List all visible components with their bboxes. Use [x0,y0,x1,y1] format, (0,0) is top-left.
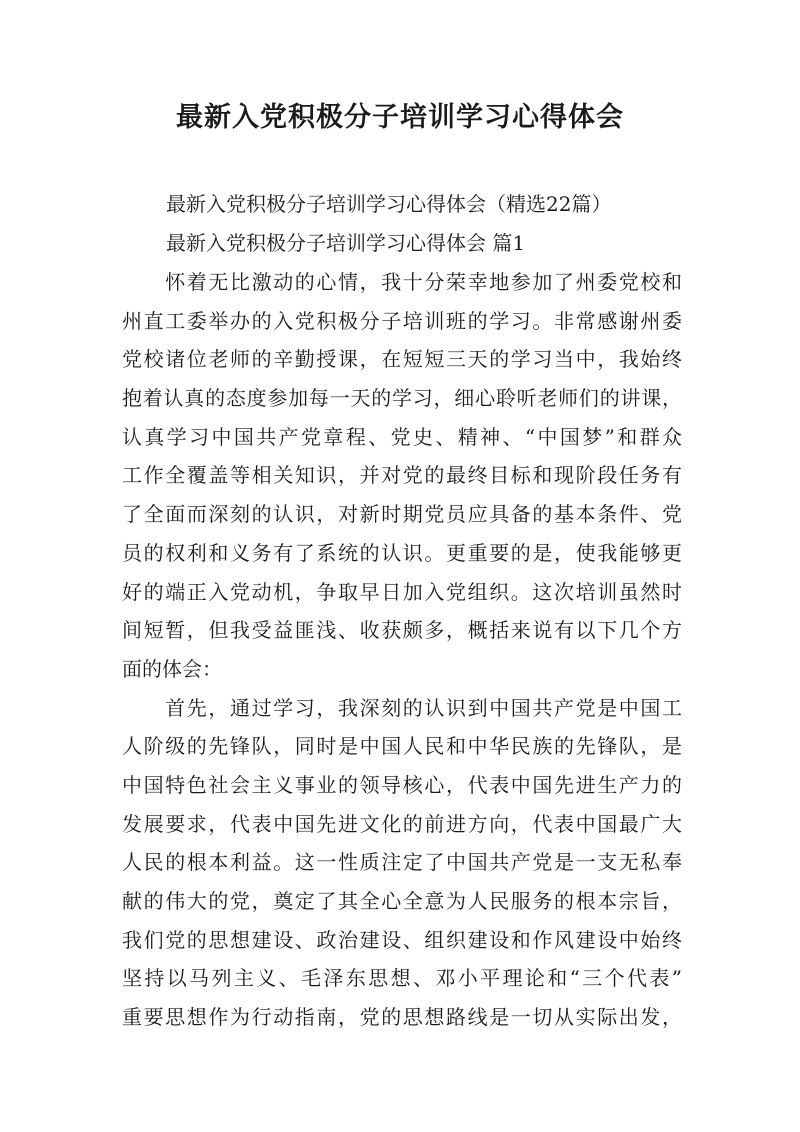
body-line: 人阶级的先锋队，同时是中国人民和中华民族的先锋队，是 [122,734,682,759]
body-line: 工作全覆盖等相关知识，并对党的最终目标和现阶段任务有 [122,463,682,488]
body-line: 发展要求，代表中国先进文化的前进方向，代表中国最广大 [122,811,682,836]
body-line: 面的体会： [122,656,222,681]
body-line: 了全面而深刻的认识，对新时期党员应具备的基本条件、党 [122,502,682,527]
body-line: 间短暂，但我受益匪浅、收获颇多，概括来说有以下几个方 [122,618,682,643]
body-line: 首先，通过学习，我深刻的认识到中国共产党是中国工 [122,695,682,720]
body-line: 认真学习中国共产党章程、党史、精神、“中国梦”和群众 [122,424,682,449]
body-line: 中国特色社会主义事业的领导核心，代表中国先进生产力的 [122,772,682,797]
body-line: 怀着无比激动的心情，我十分荣幸地参加了州委党校和 [122,270,682,294]
body-line: 员的权利和义务有了系统的认识。更重要的是，使我能够更 [122,540,682,565]
document-subtitle: 最新入党积极分子培训学习心得体会（精选22篇） [166,192,612,216]
body-line: 我们党的思想建设、政治建设、组织建设和作风建设中始终 [122,927,682,952]
body-line: 抱着认真的态度参加每一天的学习，细心聆听老师们的讲课， [122,386,682,411]
section-heading: 最新入党积极分子培训学习心得体会 篇1 [166,231,526,255]
body-line: 党校诸位老师的辛勤授课，在短短三天的学习当中，我始终 [122,347,682,372]
body-line: 人民的根本利益。这一性质注定了中国共产党是一支无私奉 [122,850,682,875]
body-line: 坚持以马列主义、毛泽东思想、邓小平理论和“三个代表” [122,966,682,991]
body-line: 州直工委举办的入党积极分子培训班的学习。非常感谢州委 [122,308,682,333]
body-text [122,263,682,1037]
document-title: 最新入党积极分子培训学习心得体会 [176,102,624,133]
body-line: 献的伟大的党，奠定了其全心全意为人民服务的根本宗旨， [122,889,682,913]
body-line: 好的端正入党动机，争取早日加入党组织。这次培训虽然时 [122,579,682,604]
body-line: 重要思想作为行动指南，党的思想路线是一切从实际出发， [122,1005,682,1030]
